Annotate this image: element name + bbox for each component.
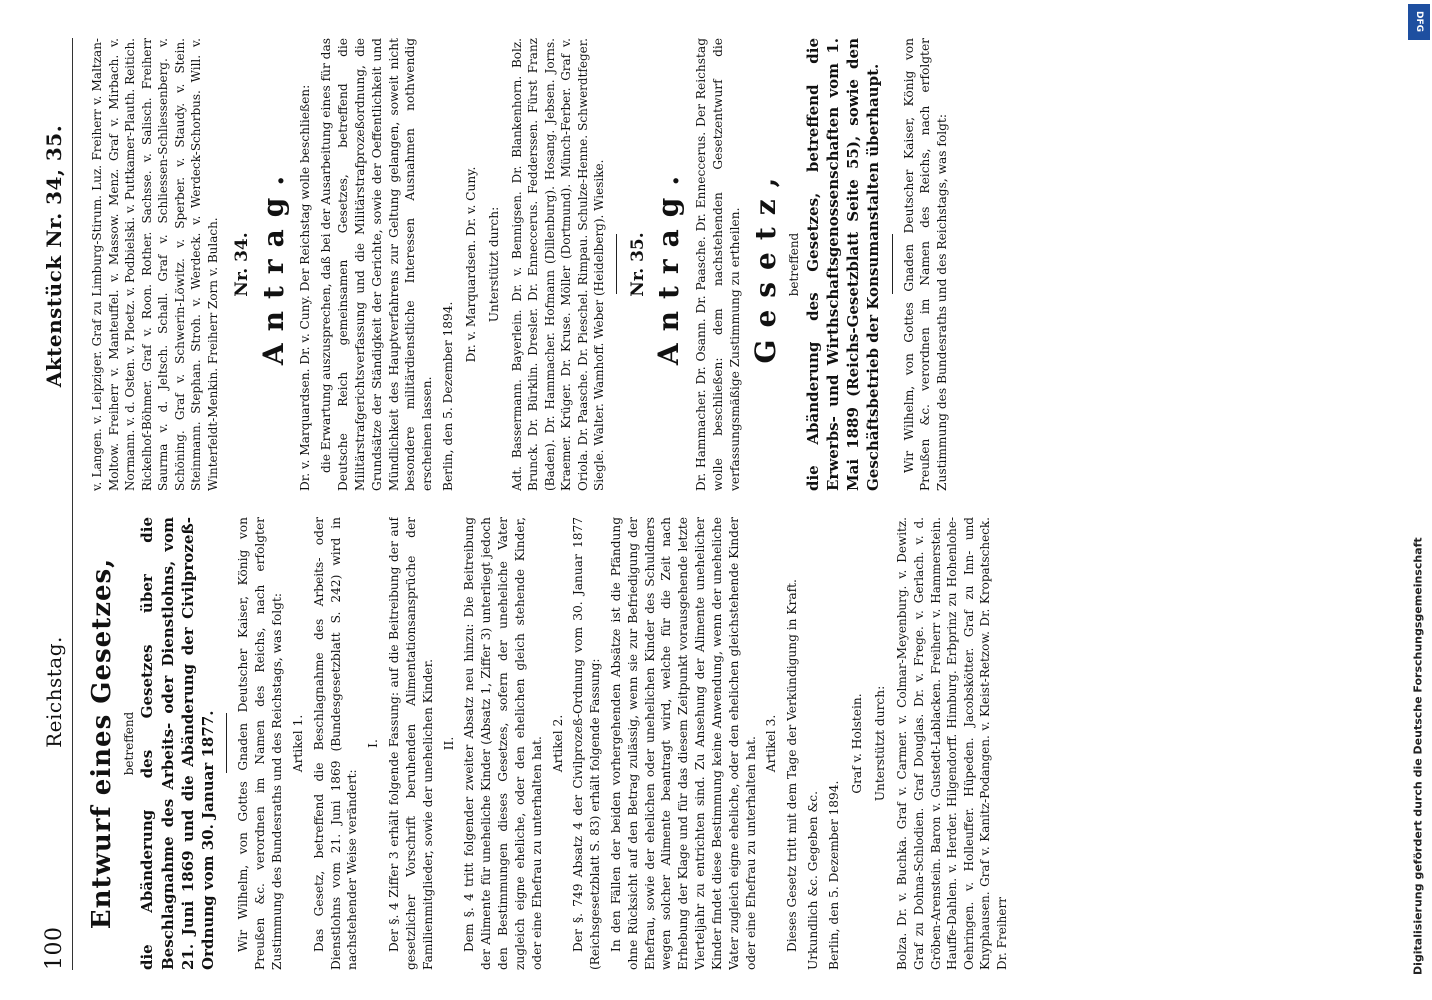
motion-34-date: Berlin, den 5. Dezember 1894. [441,301,456,491]
law-betreffend: betreffend [787,232,802,297]
draft-intro: Wir Wilhelm, von Gottes Gnaden Deutscher Kaiser, König von Preußen &c. verordnen im Namen des Reichs, nach erfolgter Zustimmung des Bundesraths und des Reichstags, was folgt: [236,517,285,970]
supported-by-label: Unterstützt durch: [872,685,887,802]
section-i-text: Der §. 4 Ziffer 3 erhält folgende Fassung: auf die Beitreibung der auf gesetzlicher Vorschrift beruhenden Alimentationsansprüche der Familienmitglieder, sowie der unehelichen Kinder. [387,517,435,970]
motion-34-title: Antrag. [256,163,290,366]
law-heading: die Abänderung des Gesetzes, betreffend die Erwerbs- und Wirthschaftsgenossenschaften vom 1. Mai 1889 (Reichs-Gesetzblatt Seite 55), sowie den Geschäftsbetrieb der Konsumanstalten überhaupt. [803,38,883,491]
supporter-names: Bolza. Dr. v. Buchka. Graf v. Carmer. v. Colmar-Meyenburg. v. Dewitz. Graf zu Dohna-Schlodien. Graf Douglas. Dr. v. Frege. v. Gerlach. v. d. Gröben-Arenstein. Baron v. Gustedt-Lablacken. Freiherr v. Hammerstein. Hauffe-Dahlen. v. Herder. Hilgendorff. Himburg. Erbprinz zu Hohenlohe-Oehringen. v. Holleuffer. Hüpeden. Jacobskötter. Graf zu Inn- und Knyphausen. Graf v. Kanitz-Podangen. v. Kleist-Retzow. Dr. Kropatscheck. Dr. Freiherr [895,517,1009,970]
divider [616,235,617,295]
running-head [42,38,73,970]
article-2-text: Der §. 749 Absatz 4 der Civilprozeß-Ordnung vom 30. Januar 1877 (Reichsgesetzblatt S. 83) erhält folgende Fassung: [571,517,603,970]
supporter-names-continued: v. Langen. v. Leipziger. Graf zu Limburg-Stirum. Luz. Freiherr v. Maltzan-Moltow. Freiherr v. Manteuffel. v. Massow. Menz. Graf v. Mirbach. v. Normann. v. d. Osten. v. Ploetz. v. Podbielski. v. Puttkamer-Plauth. Reitich. Rickelhof-Böhmer. Graf v. Roon. Rother. Sachsse. v. Salisch. Freiherr Saurma v. d. Jeltsch. Schall. Graf v. Schliessen-Schliessenberg. v. Schöning. Graf v. Schwerin-Löwitz. v. Sperber. v. Staudy. v. Stein. Steinmann. Stephan. Stroh. v. Werdeck. v. Werdeck-Schorbus. Will. v. Winterfeldt-Menkin. Freiherr Zorn v. Bulach. [90,38,220,491]
article-3-text: Dieses Gesetz tritt mit dem Tage der Verkündigung in Kraft. [785,579,800,952]
motion-34-number: Nr. 34. [232,232,253,297]
motion-35-title: Antrag. [652,163,686,366]
draft-betreffend: betreffend [121,711,136,776]
law-title: Gesetz, [749,165,783,364]
dfg-logo: DFG [1408,4,1430,40]
closing-formula: Urkundlich &c. Gegeben &c. [806,791,821,970]
article-1-title: Artikel 1. [290,714,305,773]
draft-heading: die Abänderung des Gesetzes über die Beschlagnahme des Arbeits- oder Dienstlohns, vom 21. Juni 1869 und die Abänderung der Civilprozeß-Ordnung vom 30. Januar 1877. [138,517,218,970]
section-ii-text: Dem §. 4 tritt folgender zweiter Absatz neu hinzu: Die Beitreibung der Alimente für uneheliche Kinder (Absatz 1, Ziffer 3) unterliegt jedoch den Bestimmungen dieses Gesetzes, sofern der uneheliche Vater zugleich eigne eheliche, oder den ehelichen gleich stehende Kinder, oder eine Ehefrau zu unterhalten hat. [462,517,544,970]
column-right [85,38,1432,491]
motion-35-text: Dr. Hammacher. Dr. Osann. Dr. Paasche. Dr. Enneccerus. Der Reichstag wolle beschließen: dem nachstehenden Gesetzentwurf die verfassungsmäßige Zustimmung zu ertheilen. [693,38,742,491]
draft-title: Entwurf eines Gesetzes, [87,557,117,930]
motion-35-number: Nr. 35. [627,232,648,297]
motion-34-supported-label: Unterstützt durch: [486,206,501,323]
divider [226,714,227,774]
column-left [85,517,1432,970]
draft-date: Berlin, den 5. Dezember 1894. [826,780,841,970]
watermark-text: Digitalisierung gefördert durch die Deutsche Forschungsgemeinschaft [1411,537,1425,975]
article-2-body: In den Fällen der beiden vorhergehenden Absätze ist die Pfändung ohne Rücksicht auf den Betrag zulässig, wenn sie zur Befriedigung der Ehefrau, sowie der ehelichen oder unehelichen Kinder des Schuldners wegen solcher Alimente beantragt wird, welche für die Zeit nach Erhebung der Klage und für das diesem Zeitpunkt vorausgehende letzte Vierteljahr zu entrichten sind. Zu Ansehung der Alimente unehelicher Kinder findet diese Bestimmung keine Anwendung, wenn der uneheliche Vater zugleich eigne eheliche, oder den ehelichen gleichstehende Kinder oder eine Ehefrau zu unterhalten hat. [608,517,758,970]
motion-34-supporters: Adt. Bassermann. Bayerlein. Dr. v. Bennigsen. Dr. Blankenhorn. Bolz. Brunck. Dr. Bürklin. Dresler. Dr. Enneccerus. Fedderssen. Fürst Franz (Baden). Dr. Hammacher. Hofmann (Dillenburg). Hosang. Jebsen. Jorns. Kraemer. Krüger. Dr. Kruse. Möller (Dortmund). Münch-Ferber. Graf v. Oriola. Dr. Paasche. Dr. Pieschel. Rimpau. Schulze-Henne. Schwerdtfeger. Siegle. Walter. Wamhoff. Weber (Heidelberg). Wiesike. [509,38,607,491]
section-i: I. [366,739,381,748]
digitization-watermark [1404,0,1432,1000]
running-head-left: Reichstag. [42,636,66,748]
divider [892,235,893,295]
draft-signer: Graf v. Holstein. [849,693,864,794]
motion-34-signers: Dr. v. Marquardsen. Dr. v. Cuny. [463,166,478,363]
article-2-title: Artikel 2. [550,714,565,773]
motion-34-text: die Erwartung auszusprechen, daß bei der Ausarbeitung eines für das Deutsche Reich gemeinsamen Gesetzes, betreffend die Militärstrafgerichtsverfassung und die Militärstrafprozeßordnung, die Grundsätze der Ständigkeit der Gerichte, sowie der Oeffentlichkeit und Mündlichkeit des Hauptverfahrens zur Geltung gelangen, soweit nicht besondere militärdienstliche Interessen Ausnahmen nothwendig erscheinen lassen. [319,38,435,491]
motion-34-intro: Dr. v. Marquardsen. Dr. v. Cuny. Der Reichstag wolle beschließen: [298,84,313,491]
running-head-center: Aktenstück Nr. 34, 35. [42,124,66,388]
law-intro: Wir Wilhelm, von Gottes Gnaden Deutscher Kaiser, König von Preußen &c. verordnen im Namen des Reichs, nach erfolgter Zustimmung des Bundesraths und des Reichstags, was folgt: [901,38,950,491]
page-number: 100 [42,926,67,970]
article-3-title: Artikel 3. [764,714,779,773]
section-ii: II. [441,736,456,751]
article-1-text: Das Gesetz, betreffend die Beschlagnahme des Arbeits- oder Dienstlohns vom 21. Juni 1869 (Bundesgesetzblatt S. 242) wird in nachstehender Weise verändert: [311,517,360,970]
